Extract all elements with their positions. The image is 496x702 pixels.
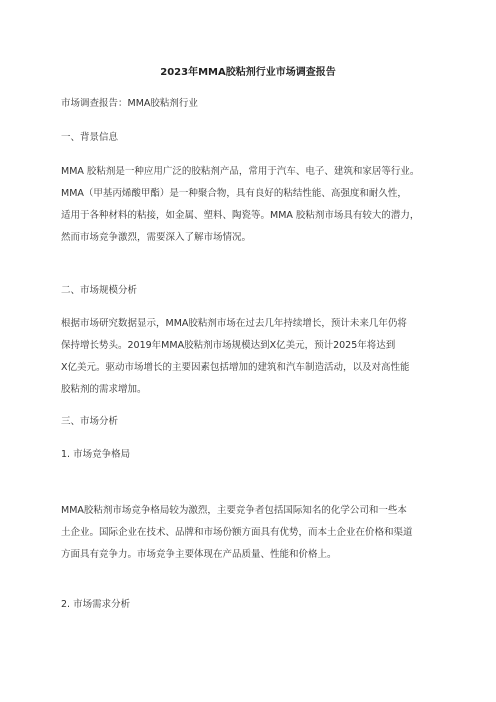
paragraph-line: MMA胶粘剂市场竞争格局较为激烈，主要竞争者包括国际知名的化学公司和一些本 xyxy=(61,505,407,516)
paragraph-line: MMA 胶粘剂是一种应用广泛的胶粘剂产品，常用于汽车、电子、建筑和家居等行业。 xyxy=(61,166,420,177)
section-heading-background: 一、背景信息 xyxy=(61,132,119,143)
paragraph-line: 然而市场竞争激烈，需要深入了解市场情况。 xyxy=(61,232,252,243)
document-title: 2023年MMA胶粘剂行业市场调查报告 xyxy=(160,67,336,78)
paragraph-line: 根据市场研究数据显示，MMA胶粘剂市场在过去几年持续增长，预计未来几年仍将 xyxy=(61,318,407,329)
section-body-background xyxy=(61,161,441,249)
document-subtitle: 市场调查报告：MMA胶粘剂行业 xyxy=(61,98,198,109)
subsection-heading-demand: 2. 市场需求分析 xyxy=(61,599,131,610)
paragraph-line: X亿美元。驱动市场增长的主要因素包括增加的建筑和汽车制造活动，以及对高性能 xyxy=(61,362,410,373)
paragraph-line: 适用于各种材料的粘接，如金属、塑料、陶瓷等。MMA 胶粘剂市场具有较大的潜力， xyxy=(61,210,420,221)
paragraph-line: MMA（甲基丙烯酸甲酯）是一种聚合物，具有良好的粘结性能、高强度和耐久性， xyxy=(61,188,407,199)
section-heading-market-size: 二、市场规模分析 xyxy=(61,285,138,296)
paragraph-line: 方面具有竞争力。市场竞争主要体现在产品质量、性能和价格上。 xyxy=(61,549,337,560)
section-heading-market-analysis: 三、市场分析 xyxy=(61,416,119,427)
subsection-heading-competition: 1. 市场竞争格局 xyxy=(61,449,131,460)
paragraph-line: 胶粘剂的需求增加。 xyxy=(61,384,147,395)
section-body-market-size xyxy=(61,313,441,401)
paragraph-line: 保持增长势头。2019年MMA胶粘剂市场规模达到X亿美元，预计2025年将达到 xyxy=(61,340,396,351)
paragraph-line: 土企业。国际企业在技术、品牌和市场份额方面具有优势，而本土企业在价格和渠道 xyxy=(61,527,413,538)
section-body-competition xyxy=(61,500,441,566)
